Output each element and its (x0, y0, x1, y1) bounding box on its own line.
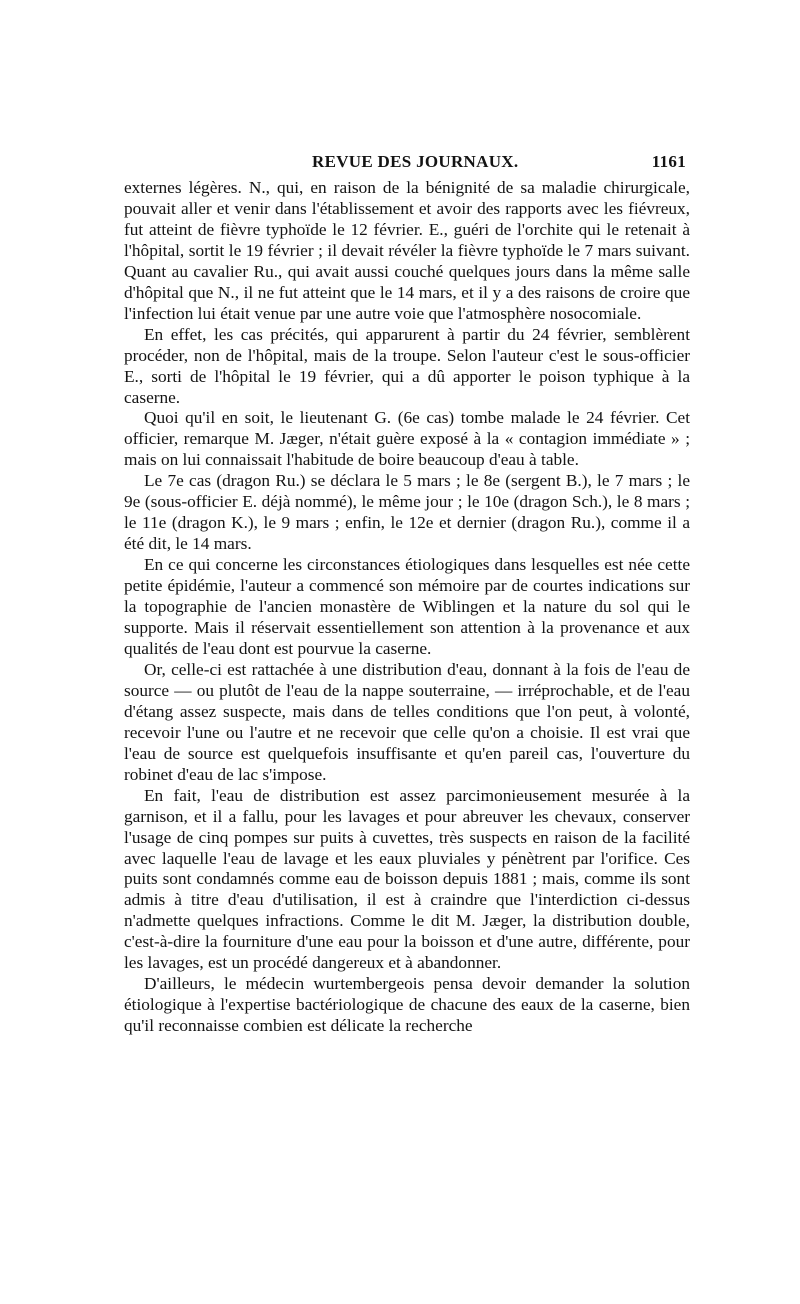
paragraph: Quoi qu'il en soit, le lieutenant G. (6e cas) tombe malade le 24 février. Cet officier, remarque M. Jæger, n'était guère exposé à la « contagion immédiate » ; mais on lui connaissait l'habitude de boire beaucoup d'eau à table. (124, 408, 690, 470)
page-header (124, 152, 690, 178)
paragraph: Or, celle-ci est rattachée à une distribution d'eau, donnant à la fois de l'eau de source — ou plutôt de l'eau de la nappe souterraine, — irréprochable, et de l'eau d'étang assez suspecte, mais dans de telles conditions que l'on peut, à volonté, recevoir l'une ou l'autre et ne recevoir que celle qu'on a choisie. Il est vrai que l'eau de source est quelquefois insuffisante et qu'en pareil cas, l'ouverture du robinet d'eau de lac s'impose. (124, 659, 690, 784)
paragraph: En fait, l'eau de distribution est assez parcimonieusement mesurée à la garnison, et il a fallu, pour les lavages et pour abreuver les chevaux, conserver l'usage de cinq pompes sur puits à cuvettes, très suspects en raison de la facilité avec laquelle l'eau de lavage et les eaux pluviales y pénètrent par l'orifice. Ces puits sont condamnés comme eau de boisson depuis 1881 ; mais, comme ils sont admis à titre d'eau d'utilisation, il est à craindre que l'interdiction ci-dessus n'admette quelques infractions. Comme le dit M. Jæger, la distribution double, c'est-à-dire la fourniture d'une eau pour la boisson et d'une autre, différente, pour les lavages, est un procédé dangereux et à abandonner. (124, 785, 690, 973)
page-number: 1161 (651, 152, 686, 171)
paragraph: En effet, les cas précités, qui apparurent à partir du 24 février, semblèrent procéder, non de l'hôpital, mais de la troupe. Selon l'auteur c'est le sous-officier E., sorti de l'hôpital le 19 février, qui a dû apporter le poison typhique à la caserne. (124, 324, 690, 407)
running-title: REVUE DES JOURNAUX. (312, 152, 519, 171)
body-text (124, 178, 690, 1037)
document-page (124, 152, 690, 1037)
paragraph: externes légères. N., qui, en raison de la bénignité de sa maladie chirurgicale, pouvait aller et venir dans l'établissement et avoir des rapports avec les fiévreux, fut atteint de fièvre typhoïde le 12 février. E., guéri de l'orchite qui le retenait à l'hôpital, sortit le 19 février ; il devait révéler la fièvre typhoïde le 7 mars suivant. Quant au cavalier Ru., qui avait aussi couché quelques jours dans la même salle d'hôpital que N., il ne fut atteint que le 14 mars, et il y a des raisons de croire que l'infection lui était venue par une autre voie que l'atmosphère nosocomiale. (124, 178, 690, 323)
paragraph: D'ailleurs, le médecin wurtembergeois pensa devoir demander la solution étiologique à l'expertise bactériologique de chacune des eaux de la caserne, bien qu'il reconnaisse combien est délicate la recherche (124, 974, 690, 1036)
paragraph: En ce qui concerne les circonstances étiologiques dans lesquelles est née cette petite épidémie, l'auteur a commencé son mémoire par de courtes indications sur la topographie de l'ancien monastère de Wiblingen et la nature du sol qui le supporte. Mais il réservait essentiellement son attention à la provenance et aux qualités de l'eau dont est pourvue la caserne. (124, 555, 690, 658)
paragraph: Le 7e cas (dragon Ru.) se déclara le 5 mars ; le 8e (sergent B.), le 7 mars ; le 9e (sous-officier E. déjà nommé), le même jour ; le 10e (dragon Sch.), le 8 mars ; le 11e (dragon K.), le 9 mars ; enfin, le 12e et dernier (dragon Ru.), comme il a été dit, le 14 mars. (124, 471, 690, 554)
